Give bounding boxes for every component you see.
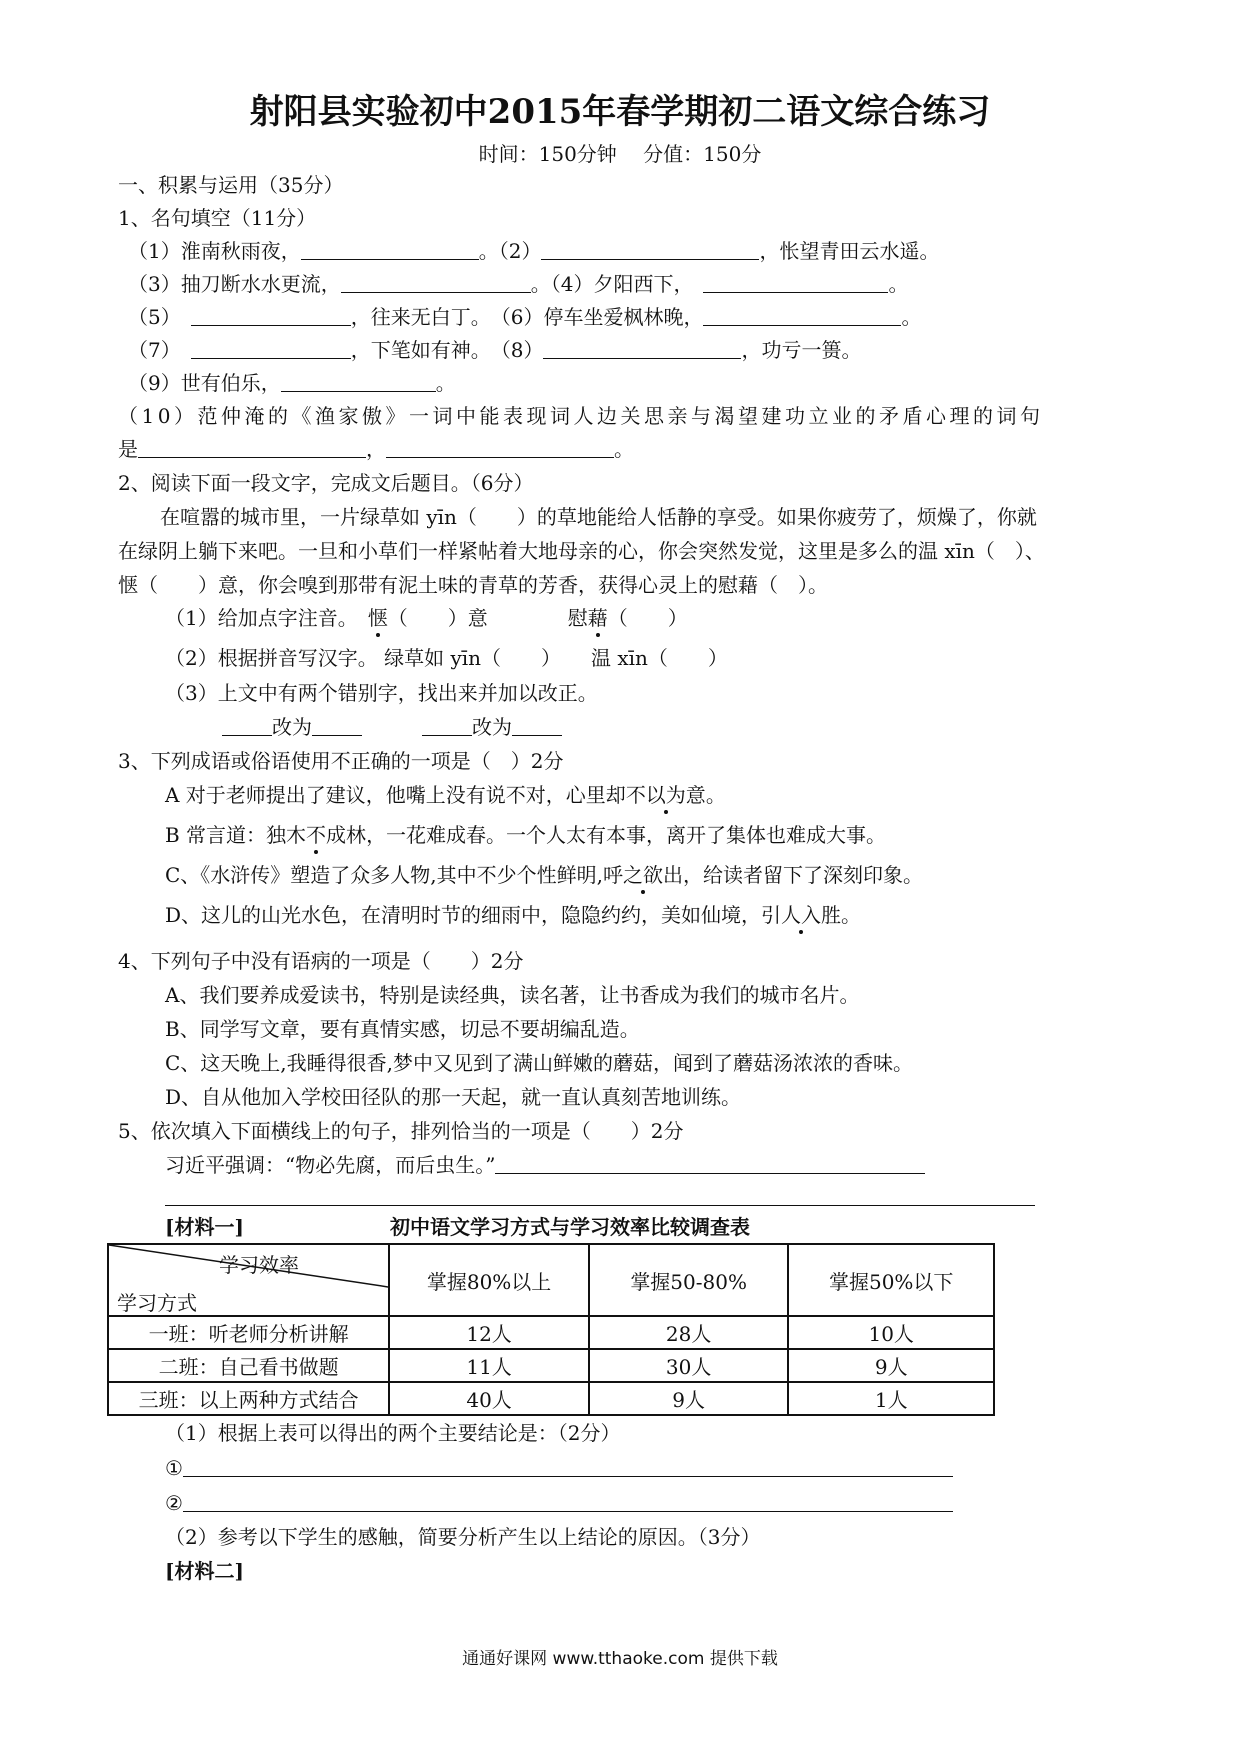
exam-time: 时间：150分钟 [478, 142, 617, 166]
question-heading: 3、下列成语或俗语使用不正确的一项是（ ）2分 [118, 749, 564, 773]
answer-blank[interactable] [543, 338, 741, 359]
option-c: C、《水浒传》塑造了众多人物,其中不少个性鲜明,呼之欲出，给读者留下了深刻印象。 [165, 863, 924, 887]
answer-blank[interactable] [512, 715, 562, 736]
sub-question: （2）根据拼音写汉字。 绿草如 yīn（ ） 温 xīn（ ） [165, 646, 728, 670]
question-heading: 5、依次填入下面横线上的句子，排列恰当的一项是（ ）2分 [118, 1119, 684, 1143]
table-cell: 10人 [788, 1316, 994, 1349]
answer-blank[interactable] [191, 338, 351, 359]
passage-line: 在绿阴上躺下来吧。一旦和小草们一样紧帖着大地母亲的心，你会突然发觉，这里是多么的温 xīn（ ）、 [118, 539, 1045, 563]
row-label: 二班：自己看书做题 [108, 1349, 389, 1382]
exam-score: 分值：150分 [643, 142, 762, 166]
table-title: 初中语文学习方式与学习效率比较调查表 [390, 1215, 750, 1239]
option-c: C、这天晚上,我睡得很香,梦中又见到了满山鲜嫩的蘑菇，闻到了蘑菇汤浓浓的香味。 [165, 1051, 914, 1075]
fill-item: （1）淮南秋雨夜， 。（2） ，怅望青田云水遥。 [128, 239, 940, 263]
answer-blank[interactable] [183, 1491, 953, 1512]
material-label: [材料二] [165, 1559, 244, 1583]
table-row [108, 1382, 994, 1415]
footer-credit: 通通好课网 www.tthaoke.com 提供下载 [462, 1649, 778, 1669]
sub-question: （1）给加点字注音。 惬（ ）意 慰藉（ ） [165, 606, 688, 630]
option-a: A 对于老师提出了建议，他嘴上没有说不对，心里却不以为意。 [165, 783, 726, 807]
quote-line: 习近平强调：“物必先腐，而后虫生。” [165, 1152, 925, 1178]
table-row [108, 1316, 994, 1349]
table-header: 掌握80%以上 [389, 1244, 589, 1316]
answer-blank[interactable] [191, 305, 351, 326]
exam-info [0, 138, 1240, 167]
answer-blank[interactable] [341, 272, 531, 293]
sub-question: （2）参考以下学生的感触，简要分析产生以上结论的原因。（3分） [165, 1525, 761, 1549]
question-heading: 2、阅读下面一段文字，完成文后题目。（6分） [118, 471, 534, 495]
fill-item-10-answer: 是 ， 。 [118, 437, 634, 461]
table-row [108, 1349, 994, 1382]
fill-item: （9）世有伯乐， 。 [128, 371, 456, 395]
passage-line: 惬（ ）意，你会嗅到那带有泥土味的青草的芳香，获得心灵上的慰藉（ ）。 [118, 573, 828, 597]
fill-item: （5） ，往来无白丁。 （6）停车坐爱枫林晚， 。 [128, 305, 922, 329]
option-d: D、自从他加入学校田径队的那一天起，就一直认真刻苦地训练。 [165, 1085, 742, 1109]
section-heading: 一、积累与运用（35分） [118, 173, 344, 197]
answer-blank[interactable] [386, 437, 614, 458]
option-a: A、我们要养成爱读书，特别是读经典，读名著，让书香成为我们的城市名片。 [165, 983, 860, 1007]
answer-blank[interactable] [138, 437, 366, 458]
answer-blank[interactable] [541, 239, 759, 260]
answer-blank[interactable] [301, 239, 479, 260]
conclusion-line: ② [165, 1490, 953, 1516]
fill-item: （7） ，下笔如有神。 （8） ，功亏一篑。 [128, 338, 862, 362]
table-cell: 9人 [589, 1382, 789, 1415]
passage-line: 在喧嚣的城市里，一片绿草如 yīn（ ）的草地能给人恬静的享受。如果你疲劳了，烦燥了，你就 [160, 505, 1037, 529]
table-header: 掌握50%以下 [788, 1244, 994, 1316]
answer-blank[interactable] [222, 715, 272, 736]
question-heading: 4、下列句子中没有语病的一项是（ ）2分 [118, 949, 524, 973]
option-d: D、这儿的山光水色，在清明时节的细雨中，隐隐约约，美如仙境，引人入胜。 [165, 903, 862, 927]
row-label: 三班：以上两种方式结合 [108, 1382, 389, 1415]
correction-line: 改为 改为 [222, 714, 562, 740]
fill-item: （3）抽刀断水水更流， 。（4）夕阳西下， 。 [128, 272, 909, 296]
answer-blank[interactable] [183, 1456, 953, 1477]
sub-question: （1）根据上表可以得出的两个主要结论是：（2分） [165, 1421, 621, 1445]
page-title: 射阳县实验初中2015年春学期初二语文综合练习 [249, 92, 991, 132]
table-cell: 40人 [389, 1382, 589, 1415]
conclusion-line: ① [165, 1455, 953, 1481]
question-heading: 1、名句填空（11分） [118, 206, 317, 230]
corner-bottom-label: 学习方式 [117, 1291, 197, 1315]
sub-question: （3）上文中有两个错别字，找出来并加以改正。 [165, 681, 598, 705]
survey-table [107, 1243, 995, 1416]
table-cell: 28人 [589, 1316, 789, 1349]
answer-blank[interactable] [703, 272, 888, 293]
table-corner-cell [108, 1244, 389, 1316]
option-b: B 常言道：独木不成林，一花难成春。一个人太有本事，离开了集体也难成大事。 [165, 823, 887, 847]
answer-line[interactable] [165, 1205, 1035, 1206]
table-cell: 30人 [589, 1349, 789, 1382]
material-label: [材料一] [165, 1215, 244, 1239]
table-cell: 11人 [389, 1349, 589, 1382]
table-cell: 12人 [389, 1316, 589, 1349]
corner-top-label: 学习效率 [219, 1253, 299, 1277]
table-header: 掌握50-80% [589, 1244, 789, 1316]
answer-blank[interactable] [703, 305, 901, 326]
table-cell: 1人 [788, 1382, 994, 1415]
table-cell: 9人 [788, 1349, 994, 1382]
answer-blank[interactable] [422, 715, 472, 736]
answer-blank[interactable] [281, 371, 436, 392]
answer-blank[interactable] [495, 1153, 925, 1174]
option-b: B、同学写文章，要有真情实感，切忌不要胡编乱造。 [165, 1017, 640, 1041]
fill-item-10: （10）范仲淹的《渔家傲》一词中能表现词人边关思亲与渴望建功立业的矛盾心理的词句 [118, 404, 1044, 428]
answer-blank[interactable] [312, 715, 362, 736]
row-label: 一班：听老师分析讲解 [108, 1316, 389, 1349]
